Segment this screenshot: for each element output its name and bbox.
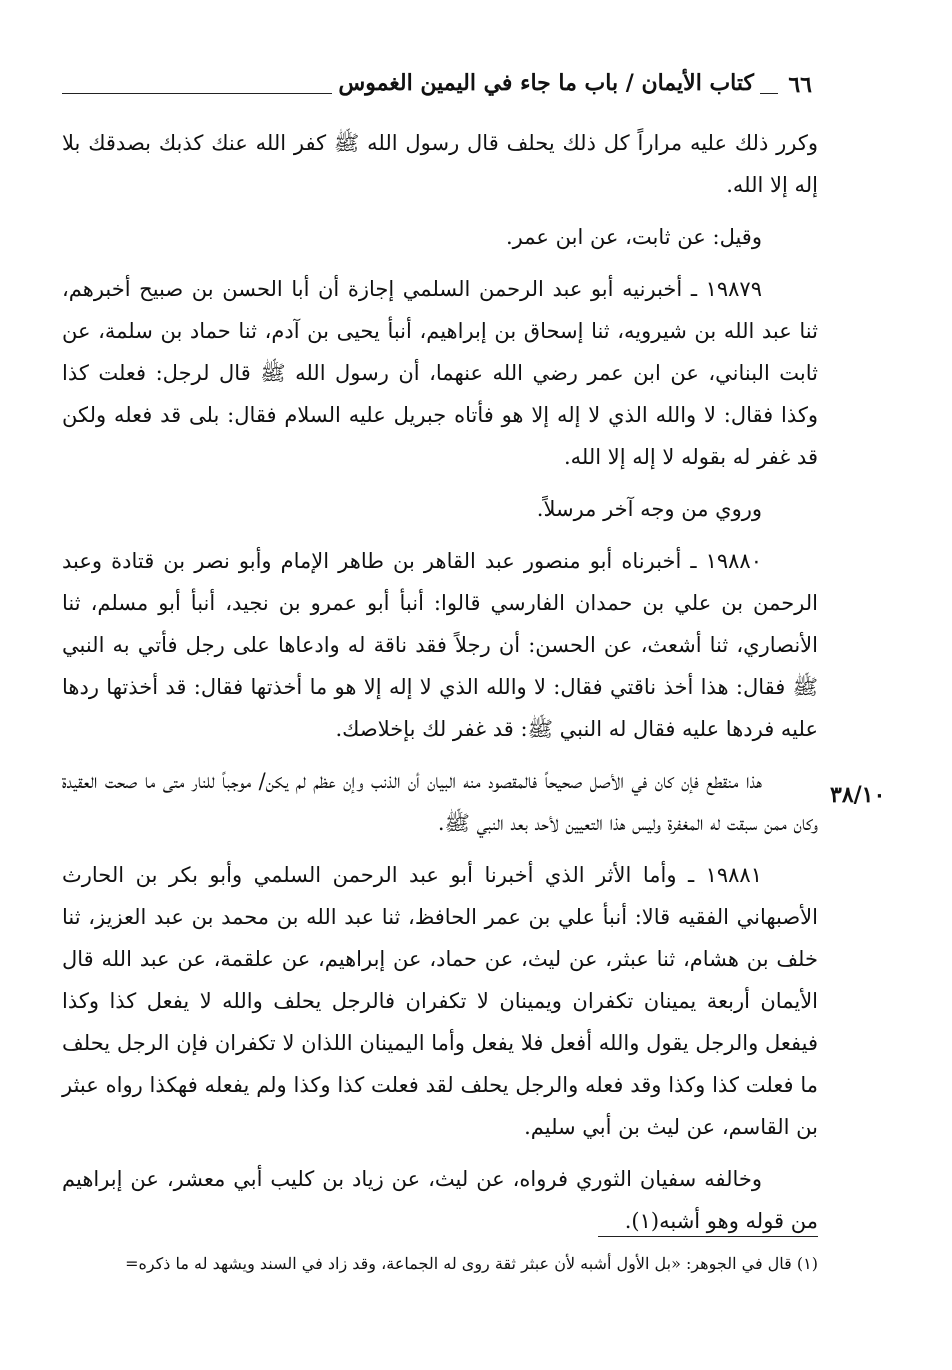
paragraph: وكرر ذلك عليه مراراً كل ذلك يحلف قال رسول الله ﷺ كفر الله عنك كذبك بصدقك بلا إله إلا الله. [62,131,818,197]
footnote: (١) قال في الجوهر: «بل الأول أشبه لأن عبثر ثقة روى له الجماعة، وقد زاد في السند ويشهد له ما ذكره= [125,1254,818,1273]
hadith-19881: ١٩٨٨١ ـ وأما الأثر الذي أخبرنا أبو عبد الرحمن السلمي وأبو بكر بن الحارث الأصبهاني الفقيه قالا: أنبأ علي بن عمر الحافظ، ثنا عبد الله بن محمد بن عبد العزيز، ثنا خلف بن هشام، ثنا عبثر، عن ليث، عن حماد، عن إبراهيم، عن علقمة، عن عبد الله قال الأيمان أربعة يمينان تكفران ويمينان لا تكفران فالرجل يحلف والله لا يفعل كذا وكذا فيفعل والرجل يقول والله أفعل فلا يفعل وأما اليمينان اللذان لا تكفران فإن الرجل يحلف ما فعلت كذا وكذا وقد فعله والرجل يحلف لقد فعلت كذا وكذا ولم يفعله فهكذا رواه عبثر بن القاسم، عن ليث بن أبي سليم. [62,863,818,1139]
main-text [62,122,818,1252]
paragraph: وخالفه سفيان الثوري فرواه، عن ليث، عن زياد بن كليب أبي معشر، عن إبراهيم من قوله وهو أشبه(١). [62,1167,818,1233]
margin-page-reference: ٣٨/١٠ [830,782,886,808]
paragraph: وروي من وجه آخر مرسلاً. [536,497,762,521]
page-header [62,66,818,106]
hadith-19879: ١٩٨٧٩ ـ أخبرنيه أبو عبد الرحمن السلمي إجازة أن أبا الحسن بن صبيح أخبرهم، ثنا عبد الله بن شيرويه، ثنا إسحاق بن إبراهيم، أنبأ يحيى بن آدم، ثنا حماد بن سلمة، عن ثابت البناني، عن ابن عمر رضي الله عنهما، أن رسول الله ﷺ قال لرجل: فعلت كذا وكذا فقال: لا والله الذي لا إله إلا هو فأتاه جبريل عليه السلام فقال: بلى قد فعله ولكن قد غفر له بقوله لا إله إلا الله. [62,277,818,469]
footnote-rule [598,1236,818,1237]
paragraph: هذا منقطع فإن كان في الأصل صحيحاً فالمقصود منه البيان أن الذنب وإن عظم لم يكن/ موجباً للنار متى ما صحت العقيدة وكان ممن سبقت له المغفرة وليس هذا التعيين لأحد بعد النبي ﷺ. [62,769,818,835]
running-title: كتاب الأيمان / باب ما جاء في اليمين الغموس [332,70,760,96]
paragraph: وقيل: عن ثابت، عن ابن عمر. [506,225,762,249]
hadith-19880: ١٩٨٨٠ ـ أخبرناه أبو منصور عبد القاهر بن طاهر الإمام وأبو نصر بن قتادة وعبد الرحمن بن علي بن حمدان الفارسي قالوا: أنبأ أبو عمرو بن نجيد، أنبأ أبو مسلم، ثنا الأنصاري، ثنا أشعث، عن الحسن: أن رجلاً فقد ناقة له وادعاها على رجل فأتي به النبي ﷺ فقال: هذا أخذ ناقتي فقال: لا والله الذي لا إله إلا هو ما أخذتها فقال: قد أخذتها ردها عليه فردها عليه فقال له النبي ﷺ: قد غفر لك بإخلاصك. [62,549,818,741]
page-number: ٦٦ [782,72,818,98]
